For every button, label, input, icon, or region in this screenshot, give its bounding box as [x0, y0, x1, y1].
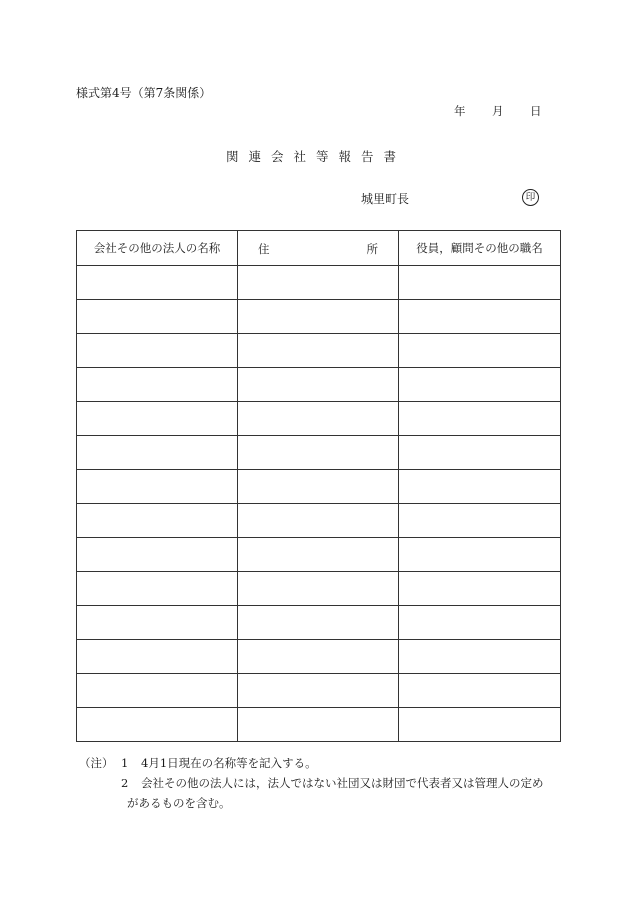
cell-address[interactable]	[238, 436, 399, 470]
table-row	[77, 402, 561, 436]
note-item-2	[79, 773, 544, 793]
cell-address[interactable]	[238, 538, 399, 572]
cell-position[interactable]	[399, 300, 561, 334]
table-body	[77, 266, 561, 742]
cell-address[interactable]	[238, 470, 399, 504]
table-row	[77, 606, 561, 640]
cell-position[interactable]	[399, 402, 561, 436]
cell-company-name[interactable]	[77, 640, 238, 674]
document-title: 関連会社等報告書	[226, 149, 407, 164]
cell-company-name[interactable]	[77, 470, 238, 504]
cell-company-name[interactable]	[77, 436, 238, 470]
cell-company-name[interactable]	[77, 606, 238, 640]
cell-company-name[interactable]	[77, 504, 238, 538]
cell-position[interactable]	[399, 606, 561, 640]
date-month-label: 月	[492, 104, 504, 118]
cell-address[interactable]	[238, 266, 399, 300]
cell-position[interactable]	[399, 334, 561, 368]
table-header-row	[77, 231, 561, 266]
table-row	[77, 436, 561, 470]
table-row	[77, 504, 561, 538]
table-row	[77, 266, 561, 300]
cell-address[interactable]	[238, 368, 399, 402]
table-row	[77, 708, 561, 742]
table-row	[77, 538, 561, 572]
cell-company-name[interactable]	[77, 572, 238, 606]
date-line	[454, 103, 542, 119]
note-number: 1	[121, 756, 129, 770]
cell-address[interactable]	[238, 606, 399, 640]
header-address-right: 所	[366, 242, 378, 256]
cell-address[interactable]	[238, 708, 399, 742]
note-text-continuation: があるものを含む。	[127, 796, 231, 810]
table-row	[77, 640, 561, 674]
seal-mark-icon: 印	[522, 189, 539, 206]
cell-address[interactable]	[238, 504, 399, 538]
table-row	[77, 674, 561, 708]
cell-position[interactable]	[399, 674, 561, 708]
table-row	[77, 572, 561, 606]
cell-company-name[interactable]	[77, 334, 238, 368]
cell-position[interactable]	[399, 708, 561, 742]
note-text: 4月1日現在の名称等を記入する。	[141, 756, 317, 770]
report-table	[76, 230, 561, 742]
cell-position[interactable]	[399, 436, 561, 470]
cell-position[interactable]	[399, 470, 561, 504]
cell-position[interactable]	[399, 504, 561, 538]
notes-label: （注）	[79, 756, 114, 770]
cell-company-name[interactable]	[77, 674, 238, 708]
note-number: 2	[121, 776, 129, 790]
note-item-1	[79, 753, 544, 773]
cell-position[interactable]	[399, 538, 561, 572]
cell-position[interactable]	[399, 266, 561, 300]
cell-company-name[interactable]	[77, 368, 238, 402]
table-row	[77, 368, 561, 402]
cell-address[interactable]	[238, 674, 399, 708]
table-row	[77, 334, 561, 368]
table-row	[77, 470, 561, 504]
addressee: 城里町長	[361, 192, 410, 206]
cell-company-name[interactable]	[77, 402, 238, 436]
cell-address[interactable]	[238, 334, 399, 368]
cell-company-name[interactable]	[77, 300, 238, 334]
cell-company-name[interactable]	[77, 538, 238, 572]
header-position: 役員，顧問その他の職名	[399, 231, 561, 266]
note-text: 会社その他の法人には，法人ではない社団又は財団で代表者又は管理人の定め	[141, 776, 544, 790]
notes	[79, 753, 544, 813]
cell-address[interactable]	[238, 572, 399, 606]
date-year-label: 年	[454, 104, 466, 118]
cell-position[interactable]	[399, 368, 561, 402]
date-day-label: 日	[530, 104, 542, 118]
cell-position[interactable]	[399, 640, 561, 674]
cell-address[interactable]	[238, 402, 399, 436]
table-row	[77, 300, 561, 334]
header-company-name: 会社その他の法人の名称	[77, 231, 238, 266]
cell-company-name[interactable]	[77, 708, 238, 742]
header-address-left: 住	[258, 242, 270, 256]
cell-address[interactable]	[238, 640, 399, 674]
cell-company-name[interactable]	[77, 266, 238, 300]
header-address	[238, 231, 399, 266]
cell-address[interactable]	[238, 300, 399, 334]
cell-position[interactable]	[399, 572, 561, 606]
form-number: 様式第4号（第7条関係）	[76, 86, 212, 100]
